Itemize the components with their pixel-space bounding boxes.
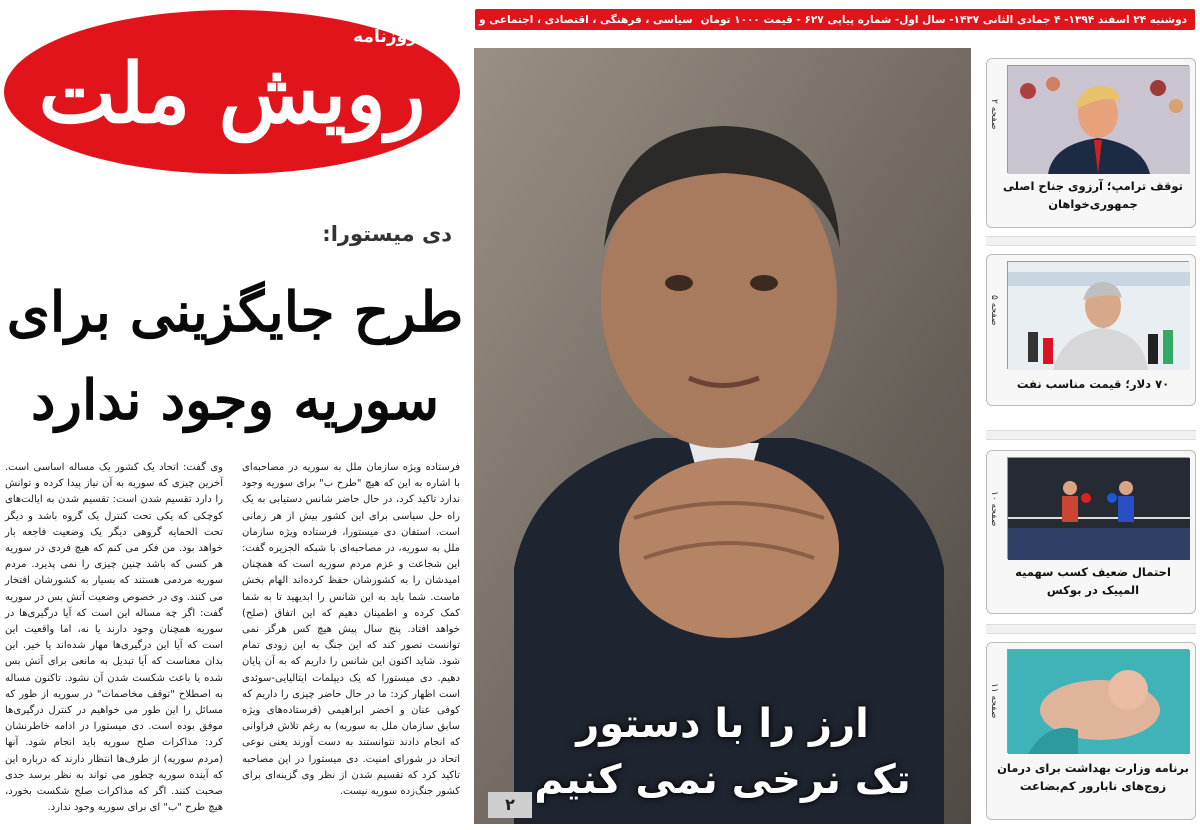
lead-subhead: دی میستورا: <box>322 222 452 246</box>
masthead-logo <box>0 0 470 215</box>
sidebar-image <box>1007 261 1189 369</box>
photo-caption <box>474 696 971 808</box>
sidebar-caption: ۷۰ دلار؛ قیمت مناسب نفت <box>1016 377 1170 391</box>
lead-column-left: وی گفت: اتحاد یک کشور یک مساله اساسی است. آخرین چیزی که سوریه به آن نیاز پیدا کرده و توانش را دارد تقسیم شدن است: تقسیم شدن به ایالت‌های کوچکی که یکی تحت کنترل یک گروه باشد و دیگر تحت الحمایه گروهی دیگر یک وضعیت فاجعه بار خواهد بود. من فکر می کنم که هیچ فردی در سوریه هر کسی که باشد چنین چیزی را نمی پذیرد. مردم سوریه مردمی هستند که بسیار به کشورشان افتخار می کنند. وی در خصوص وضعیت آتش بس در سوریه گفت: اگر چه مساله این است که آیا درگیری‌ها در سوریه همچنان وجود دارند یا نه، اما واقعیت این است که آیا این درگیری‌ها مهار شده‌اند یا خیر. این بدان معناست که آیا تبدیل به مانعی برای آتش بس شده یا باعث شکست شدن آن نشود. تاکنون مساله به اصطلاح "توقف مخاصمات" در سوریه از طور که مسائل را این طور می خواهیم در کنترل درگیری‌ها موفق بوده است. دی میستورا در ادامه خاطرنشان کرد: مذاکرات صلح سوریه باید انجام شود. آنها (مردم سوریه) از طرف‌ها انتظار دارند که درباره این که آینده سوریه چطور می تواند به نظر برسد جدی صحبت کنند. اگر که مذاکرات صلح شکست بخورد، هیچ طرح "ب" ای برای سوریه وجود ندارد. <box>5 462 223 814</box>
lead-body <box>5 460 460 820</box>
sidebar-caption: برنامه وزارت بهداشت برای درمان زوج‌های نابارور کم‌بضاعت <box>997 761 1189 793</box>
sidebar-card <box>986 254 1196 406</box>
sidebar-item-boxing <box>986 450 1196 614</box>
sidebar-divider <box>986 430 1196 440</box>
sidebar-card <box>986 450 1196 614</box>
top-info-bar <box>435 9 1195 30</box>
sidebar-card <box>986 58 1196 228</box>
category-line: سیاسی ، فرهنگی ، اقتصادی ، اجتماعی و ورزشی <box>435 13 693 26</box>
sidebar-image <box>1007 65 1189 173</box>
sidebar-page-ref: صفحه ۱۱ <box>989 683 999 719</box>
sidebar-divider <box>986 236 1196 246</box>
issue-date-line: دوشنبه ۲۴ اسفند ۱۳۹۴- ۴ جمادی الثانی ۱۴۳۷- سال اول- شماره پیاپی ۶۲۷ - قیمت ۱۰۰۰ تومان <box>700 13 1187 26</box>
sidebar-image <box>1007 457 1189 559</box>
sidebar-page-ref: صفحه ۵ <box>989 295 999 326</box>
sidebar-caption: احتمال ضعیف کسب سهمیه المپیک در بوکس <box>1015 565 1171 597</box>
sidebar-caption: توقف ترامپ؛ آرزوی جناح اصلی جمهوری‌خواهان <box>1003 179 1183 211</box>
sidebar-page-ref: صفحه ۱۰ <box>989 491 999 527</box>
logo-text: رویش ملت <box>38 46 426 142</box>
sidebar-item-infertility <box>986 642 1196 820</box>
photo-page-number: ۲ <box>488 792 532 818</box>
main-photo <box>474 48 971 824</box>
photo-caption-line-1: ارز را با دستور <box>576 701 869 747</box>
sidebar-card <box>986 642 1196 820</box>
sidebar-page-ref: صفحه ۲ <box>989 99 999 130</box>
sidebar-item-oil <box>986 254 1196 406</box>
sidebar-divider <box>986 624 1196 634</box>
logo-label: روزنامه <box>353 27 417 47</box>
sidebar-image <box>1007 649 1189 753</box>
photo-caption-line-2: تک نرخی نمی کنیم <box>534 757 911 803</box>
headline-line-2: سوریه وجود ندارد <box>30 367 440 432</box>
sidebar-item-trump <box>986 58 1196 228</box>
masthead <box>0 0 470 215</box>
lead-column-right: فرستاده ویژه سازمان ملل به سوریه در مصاحبه‌ای با اشاره به این که هیچ "طرح ب" برای سوریه وجود ندارد تاکید کرد، در حال حاضر شانس دستیابی به یک راه حل سیاسی برای این کشور بیش از هر زمانی است. استفان دی میستورا، فرستاده ویژه سازمان ملل به سوریه، در مصاحبه‌ای با شبکه الجزیره گفت: این شجاعت و عزم مردم سوریه است که همچنان امیدشان را به کشورشان حفظ کرده‌اند الهام بخش ماست. شما باید به این شانس را ابدیهید تا به شما کمک کرده و اطمینان دهیم که این اتفاق (صلح) خواهد افتاد. پنج سال پیش هیچ کس هرگز نمی توانست تصور کند که این جنگ به این زودی تمام شود. شاید اکنون این شانس را داریم که به آن پایان دهیم. دی میستورا که یک دیپلمات ایتالیایی-سوئدی است اظهار کرد: ما در حال حاضر چیزی را داریم که کوفی عنان و اخضر ابراهیمی (فرستاده‌های ویژه سابق سازمان ملل به سوریه) به رغم تلاش فراوانی که انجام دادند نتوانستند به دست آورند یعنی نوعی اتحاد در شورای امنیت. دی میستورا در این مصاحبه تاکید کرد که تقسیم شدن از نظر وی گزینه‌ای برای کشور جنگ‌زده سوریه نیست. <box>242 462 460 798</box>
lead-headline <box>0 268 470 444</box>
headline-line-1: طرح جایگزینی برای <box>6 279 464 344</box>
